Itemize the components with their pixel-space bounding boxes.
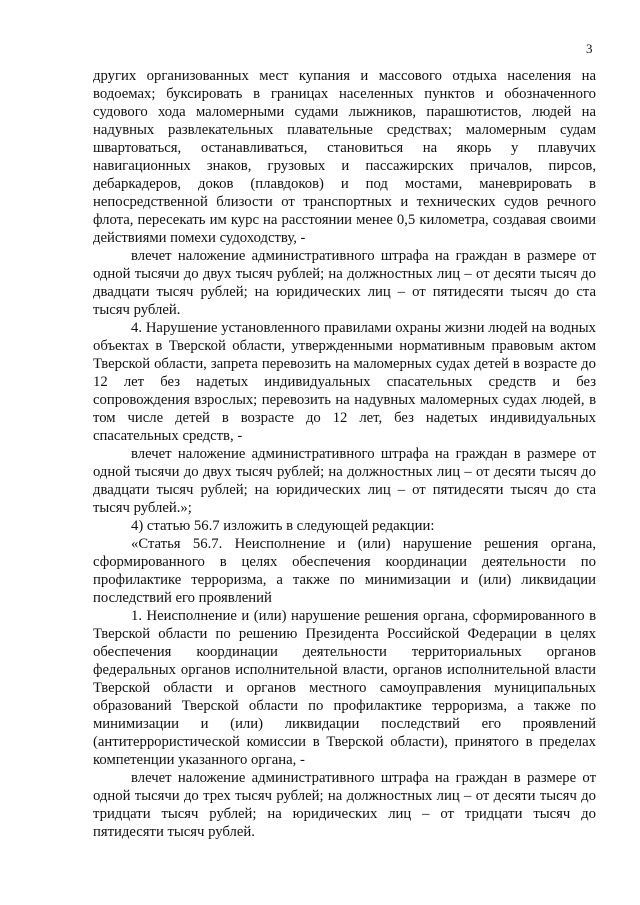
page-number: 3 (586, 41, 593, 56)
paragraph: влечет наложение административного штрафа на граждан в размере от одной тысячи до двух тысяч рублей; на должностных лиц – от десяти тысяч до двадцати тысяч рублей; на юридических лиц – от пятидесяти тысяч до ста тысяч рублей.»; (93, 446, 596, 516)
paragraph: других организованных мест купания и массового отдыха населения на водоемах; буксировать в границах населенных пунктов и обозначенного судового хода маломерными судами лыжников, парашютистов, людей на надувных развлекательных плавательные средствах; маломерным судам швартоваться, останавливаться, становиться на якорь у плавучих навигационных знаков, грузовых и пассажирских причалов, пирсов, дебаркадеров, доков (плавдоков) и под мостами, маневрировать в непосредственной близости от транспортных и технических судов речного флота, пересекать им курс на расстоянии менее 0,5 километра, создавая своими действиями помехи судоходству, - (93, 68, 596, 246)
paragraph: 1. Неисполнение и (или) нарушение решения органа, сформированного в Тверской области по решению Президента Российской Федерации в целях обеспечения координации деятельности территориальных органов федеральных органов исполнительной власти, органов исполнительной власти Тверской области и органов местного самоуправления муниципальных образований Тверской области по профилактике терроризма, а также по минимизации и (или) ликвидации последствий его проявлений (антитеррористической комиссии в Тверской области), принятого в пределах компетенции указанного органа, - (93, 608, 596, 768)
paragraph: 4. Нарушение установленного правилами охраны жизни людей на водных объектах в Тверской области, утвержденными нормативным правовым актом Тверской области, запрета перевозить на маломерных судах детей в возрасте до 12 лет без надетых индивидуальных спасательных средств и без сопровождения взрослых; перевозить на надувных маломерных судах людей, в том числе детей в возрасте до 12 лет, без надетых индивидуальных спасательных средств, - (93, 320, 596, 444)
document-body (93, 67, 596, 841)
paragraph: влечет наложение административного штрафа на граждан в размере от одной тысячи до двух тысяч рублей; на должностных лиц – от десяти тысяч до двадцати тысяч рублей; на юридических лиц – от пятидесяти тысяч до ста тысяч рублей. (93, 248, 596, 318)
paragraph: 4) статью 56.7 изложить в следующей редакции: (131, 518, 435, 534)
paragraph: влечет наложение административного штрафа на граждан в размере от одной тысячи до трех тысяч рублей; на должностных лиц – от десяти тысяч до тридцати тысяч рублей; на юридических лиц – от тридцати тысяч до пятидесяти тысяч рублей. (93, 770, 596, 840)
article-heading: «Статья 56.7. Неисполнение и (или) нарушение решения органа, сформированного в целях обеспечения координации деятельности по профилактике терроризма, а также по минимизации и (или) ликвидации последствий его проявлений (93, 536, 596, 606)
